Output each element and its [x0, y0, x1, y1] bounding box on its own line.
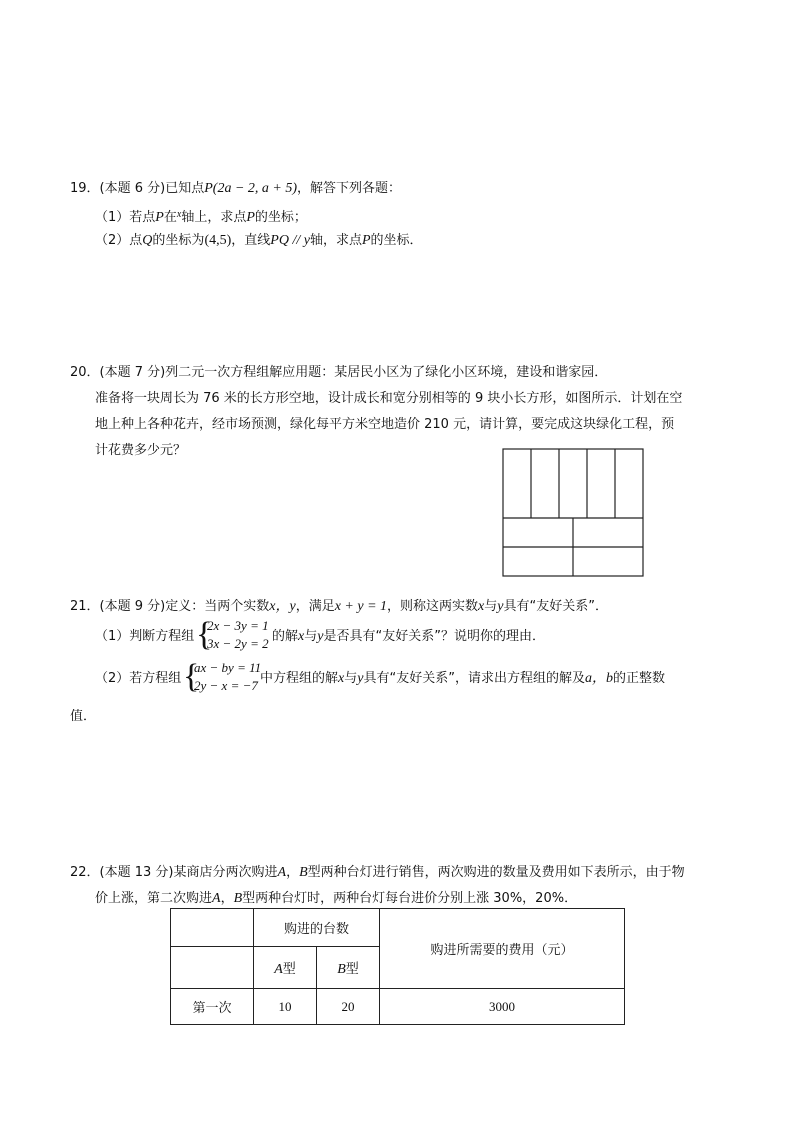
q19-point: P(2a − 2, a + 5): [204, 181, 298, 196]
q21-p2-brace: {: [183, 658, 200, 695]
q20-line4: 计花费多少元？: [95, 443, 187, 458]
q22-score: (本题 13 分): [99, 865, 174, 880]
row-cost: 3000: [380, 989, 625, 1025]
q21-part2-label: （2）若方程组: [95, 671, 182, 686]
q19-number: 19．: [70, 181, 100, 196]
row-label: 第一次: [171, 989, 254, 1025]
q19-score: (本题 6 分): [99, 181, 166, 196]
header-type-b: B型: [317, 947, 380, 989]
q21-number: 21．: [70, 599, 100, 614]
q21-part2-rest: 中方程组的解x与y具有“友好关系”，请求出方程组的解及a，b的正整数: [260, 671, 665, 686]
q20-line3: 地上种上各种花卉，经市场预测，绿化每平方米空地造价 210 元，请计算，要完成这块绿化工程，预: [95, 417, 675, 432]
q20-number: 20．: [70, 365, 100, 380]
header-quantity: 购进的台数: [254, 909, 380, 947]
q20-rectangle-diagram: [500, 447, 646, 578]
q21-part1-label: （1）判断方程组: [95, 629, 195, 644]
q21-part1-rest: 的解x与y是否具有“友好关系”？说明你的理由．: [272, 629, 545, 644]
q19-stem: 19．(本题 6 分)已知点P(2a − 2, a + 5)，解答下列各题：: [70, 181, 402, 196]
q21-stem: 21．(本题 9 分)定义：当两个实数x，y，满足x + y = 1，则称这两实数x与y具有“友好关系”．: [70, 599, 608, 614]
q22-number: 22．: [70, 865, 100, 880]
table-corner-cell: [171, 909, 254, 947]
q20-stem: 20．(本题 7 分)列二元一次方程组解应用题：某居民小区为了绿化小区环境，建设和谐家园．: [70, 365, 608, 380]
q22-line2: 价上涨，第二次购进A，B型两种台灯时，两种台灯每台进价分别上涨 30%，20%．: [95, 891, 578, 906]
q21-p2-eq2: 2y − x = −7: [194, 678, 258, 693]
q21-p1-eq2: 3x − 2y = 2: [207, 636, 269, 651]
q21-part2-tail: 值．: [70, 709, 97, 724]
table-row: [171, 989, 625, 1025]
table-corner-cell-lower: [171, 947, 254, 989]
row-b-count: 20: [317, 989, 380, 1025]
q19-part2: （2）点Q的坐标为(4,5)，直线PQ // y轴，求点P的坐标．: [95, 233, 423, 248]
q19-part1: （1）若点P在$^x$轴上，求点P的坐标；: [95, 209, 307, 225]
header-type-a: A型: [254, 947, 317, 989]
q22-stem: 22．(本题 13 分)某商店分两次购进A，B型两种台灯进行销售，两次购进的数量及费用如下表所示，由于物: [70, 865, 685, 880]
row-a-count: 10: [254, 989, 317, 1025]
q21-score: (本题 9 分): [99, 599, 166, 614]
q21-p2-eq1: ax − by = 11: [194, 660, 262, 675]
q20-score: (本题 7 分): [99, 365, 166, 380]
q22-purchase-table: [170, 908, 625, 1025]
header-cost: 购进所需要的费用（元）: [380, 909, 625, 989]
q21-p1-eq1: 2x − 3y = 1: [207, 618, 269, 633]
q21-p1-brace: {: [196, 616, 213, 653]
q20-line2: 准备将一块周长为 76 米的长方形空地，设计成长和宽分别相等的 9 块小长方形，如图所示．计划在空: [95, 391, 683, 406]
